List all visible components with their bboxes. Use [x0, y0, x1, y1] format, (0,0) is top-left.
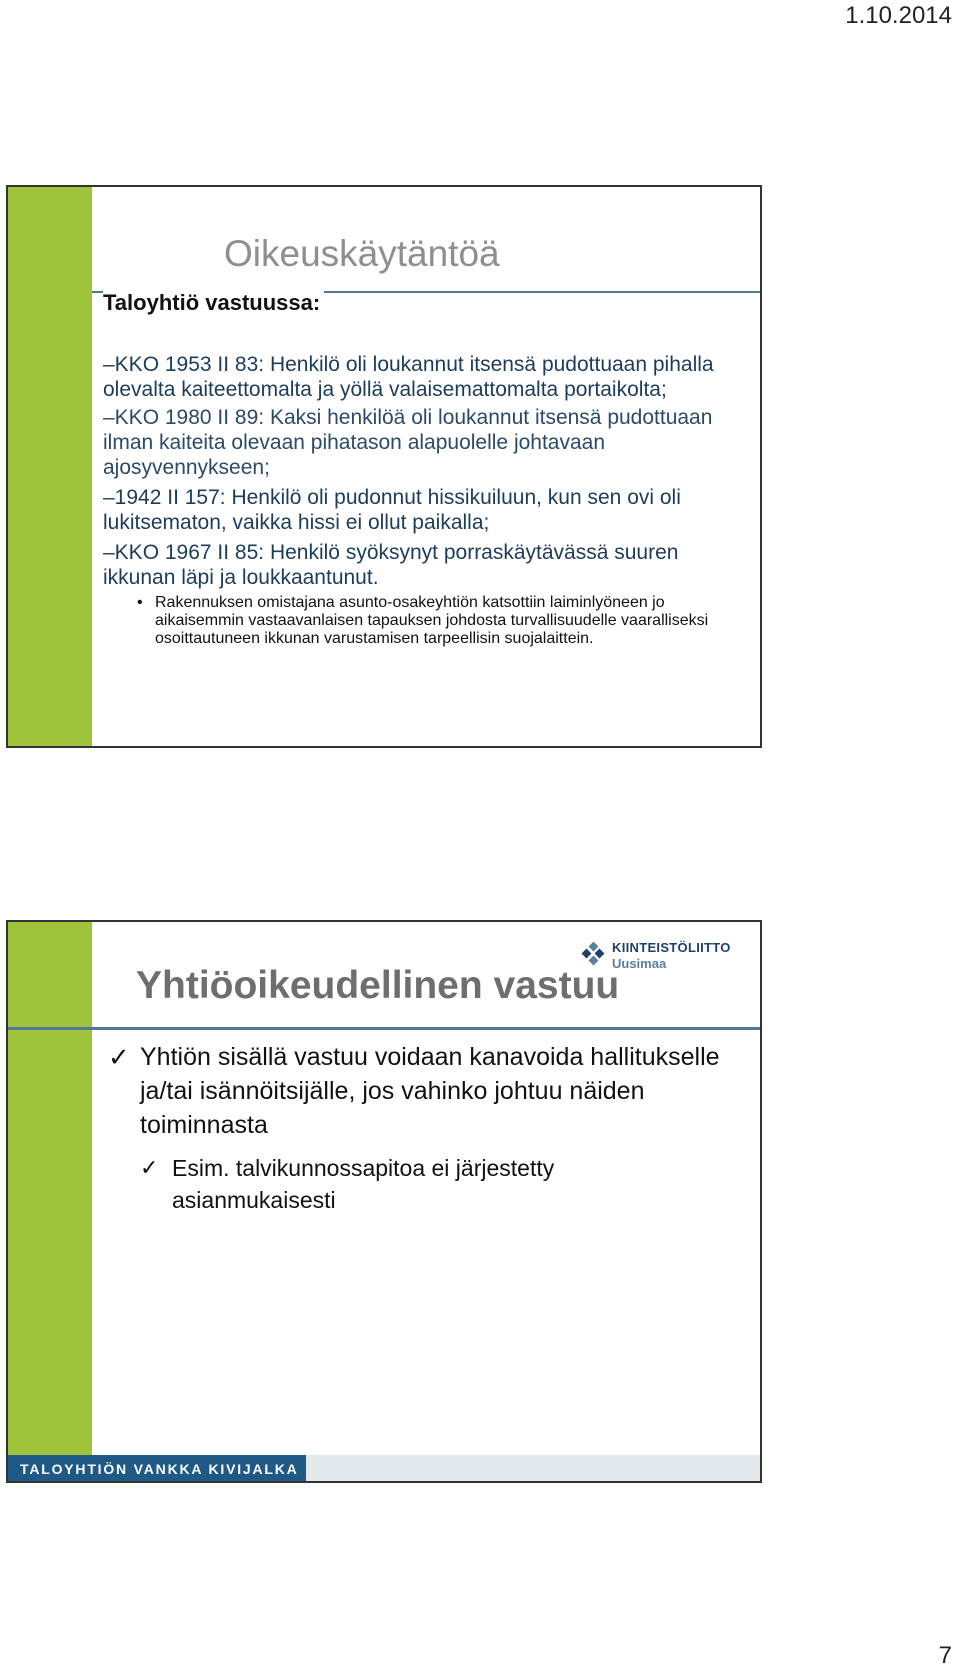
checkmark-icon: ✓	[108, 1042, 130, 1072]
checklist-subitem	[140, 1152, 700, 1216]
title-divider	[8, 1027, 762, 1030]
slide-accent-bar	[8, 922, 92, 1455]
page-number: 7	[938, 1642, 952, 1669]
logo-name: KIINTEISTÖLIITTO	[612, 940, 731, 955]
page-date: 1.10.2014	[845, 2, 952, 29]
checklist-item	[108, 1040, 728, 1142]
bullet-item	[103, 594, 748, 648]
slide-yhtiooikeudellinen-vastuu	[6, 920, 762, 1483]
case-item: –KKO 1953 II 83: Henkilö oli loukannut itsensä pudottuaan pihalla olevalta kaiteettomalta ja yöllä valaisemattomalta portaikolta;	[103, 353, 714, 401]
case-item: –KKO 1980 II 89: Kaksi henkilöä oli loukannut itsensä pudottuaan ilman kaiteita olevaan pihatason alapuolelle johtavaan ajosyvennykseen;	[103, 406, 713, 479]
case-item: –1942 II 157: Henkilö oli pudonnut hissikuiluun, kun sen ovi oli lukitsematon, vaikka hissi ei ollut paikalla;	[103, 486, 681, 534]
case-item: –KKO 1967 II 85: Henkilö syöksynyt porraskäytävässä suuren ikkunan läpi ja loukkaantunut.	[103, 541, 679, 589]
slide-title: Yhtiöoikeudellinen vastuu	[136, 964, 620, 1007]
case-list	[103, 352, 748, 648]
bullet-text: Rakennuksen omistajana asunto-osakeyhtiön katsottiin laiminlyöneen jo aikaisemmin vastaavanlaisen tapauksen johdosta turvallisuudelle vaaralliseksi osoittautuneen ikkunan varustamisen tarpeellisin suojalaittein.	[155, 594, 709, 647]
slide-subheading: Taloyhtiö vastuussa:	[103, 290, 324, 316]
bullet-icon: •	[137, 594, 143, 611]
slide-accent-bar	[8, 187, 92, 746]
logo-region: Uusimaa	[612, 956, 667, 971]
slide-oikeuskaytantoa	[6, 185, 762, 748]
checklist-text: Yhtiön sisällä vastuu voidaan kanavoida hallitukselle ja/tai isännöitsijälle, jos vahinko johtuu näiden toiminnasta	[140, 1043, 720, 1139]
footer-slogan: TALOYHTIÖN VANKKA KIVIJALKA	[8, 1455, 306, 1483]
checkmark-icon: ✓	[140, 1155, 159, 1180]
checklist-subtext: Esim. talvikunnossapitoa ei järjestetty asianmukaisesti	[172, 1155, 555, 1213]
slide-title: Oikeuskäytäntöä	[224, 233, 500, 274]
